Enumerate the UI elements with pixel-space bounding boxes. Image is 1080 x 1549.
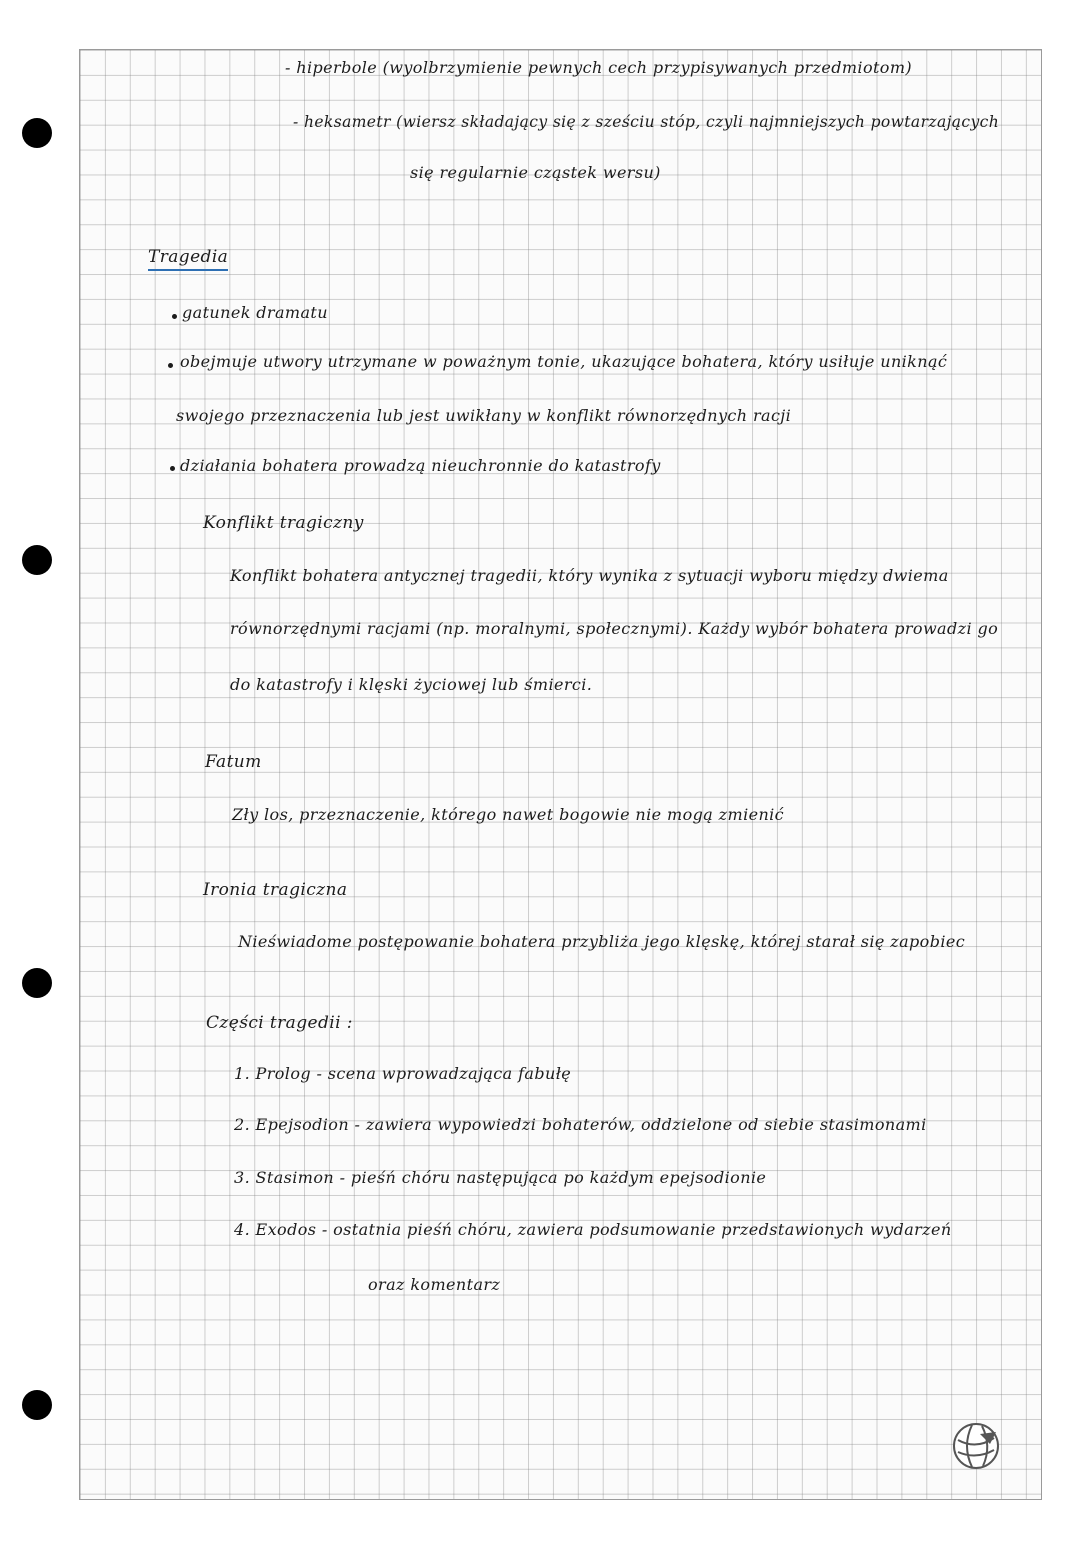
list-item: 1. Prolog - scena wprowadzająca fabułę [234,1064,572,1083]
binder-hole [22,968,52,998]
section-title-fatum: Fatum [205,752,262,772]
list-item-continuation: oraz komentarz [368,1275,501,1294]
note-line: gatunek dramatu [182,303,328,322]
note-line: swojego przeznaczenia lub jest uwikłany w konflikt równorzędnych racji [176,406,792,425]
globe-logo-icon [950,1420,1002,1472]
section-title-ironia: Ironia tragiczna [203,880,348,900]
binder-hole [22,1390,52,1420]
list-item: 3. Stasimon - pieśń chóru następująca po każdym epejsodionie [234,1168,767,1187]
note-line: Konflikt bohatera antycznej tragedii, który wynika z sytuacji wyboru między dwiema [230,566,949,585]
bullet-dot [168,363,173,368]
note-line: Nieświadome postępowanie bohatera przybliża jego klęskę, której starał się zapobiec [238,932,966,951]
section-title-czesci: Części tragedii : [206,1013,353,1033]
bullet-dot [172,314,177,319]
note-line: - heksametr (wiersz składający się z sześciu stóp, czyli najmniejszych powtarzających [293,113,1000,131]
section-title-tragedia: Tragedia [148,247,228,271]
section-title-konflikt: Konflikt tragiczny [203,513,364,533]
note-line: do katastrofy i klęski życiowej lub śmierci. [230,675,593,694]
binder-hole [22,545,52,575]
note-line: Zły los, przeznaczenie, którego nawet bogowie nie mogą zmienić [232,805,785,824]
bullet-dot [170,466,175,471]
note-line: obejmuje utwory utrzymane w poważnym tonie, ukazujące bohatera, który usiłuje uniknąć [180,352,948,371]
list-item: 2. Epejsodion - zawiera wypowiedzi bohaterów, oddzielone od siebie stasimonami [234,1115,927,1134]
note-line: się regularnie cząstek wersu) [410,163,661,182]
list-item: 4. Exodos - ostatnia pieśń chóru, zawiera podsumowanie przedstawionych wydarzeń [234,1220,952,1239]
binder-hole [22,118,52,148]
note-line: - hiperbole (wyolbrzymienie pewnych cech przypisywanych przedmiotom) [285,58,913,77]
note-line: działania bohatera prowadzą nieuchronnie do katastrofy [180,456,661,475]
note-line: równorzędnymi racjami (np. moralnymi, społecznymi). Każdy wybór bohatera prowadzi go [230,619,999,638]
